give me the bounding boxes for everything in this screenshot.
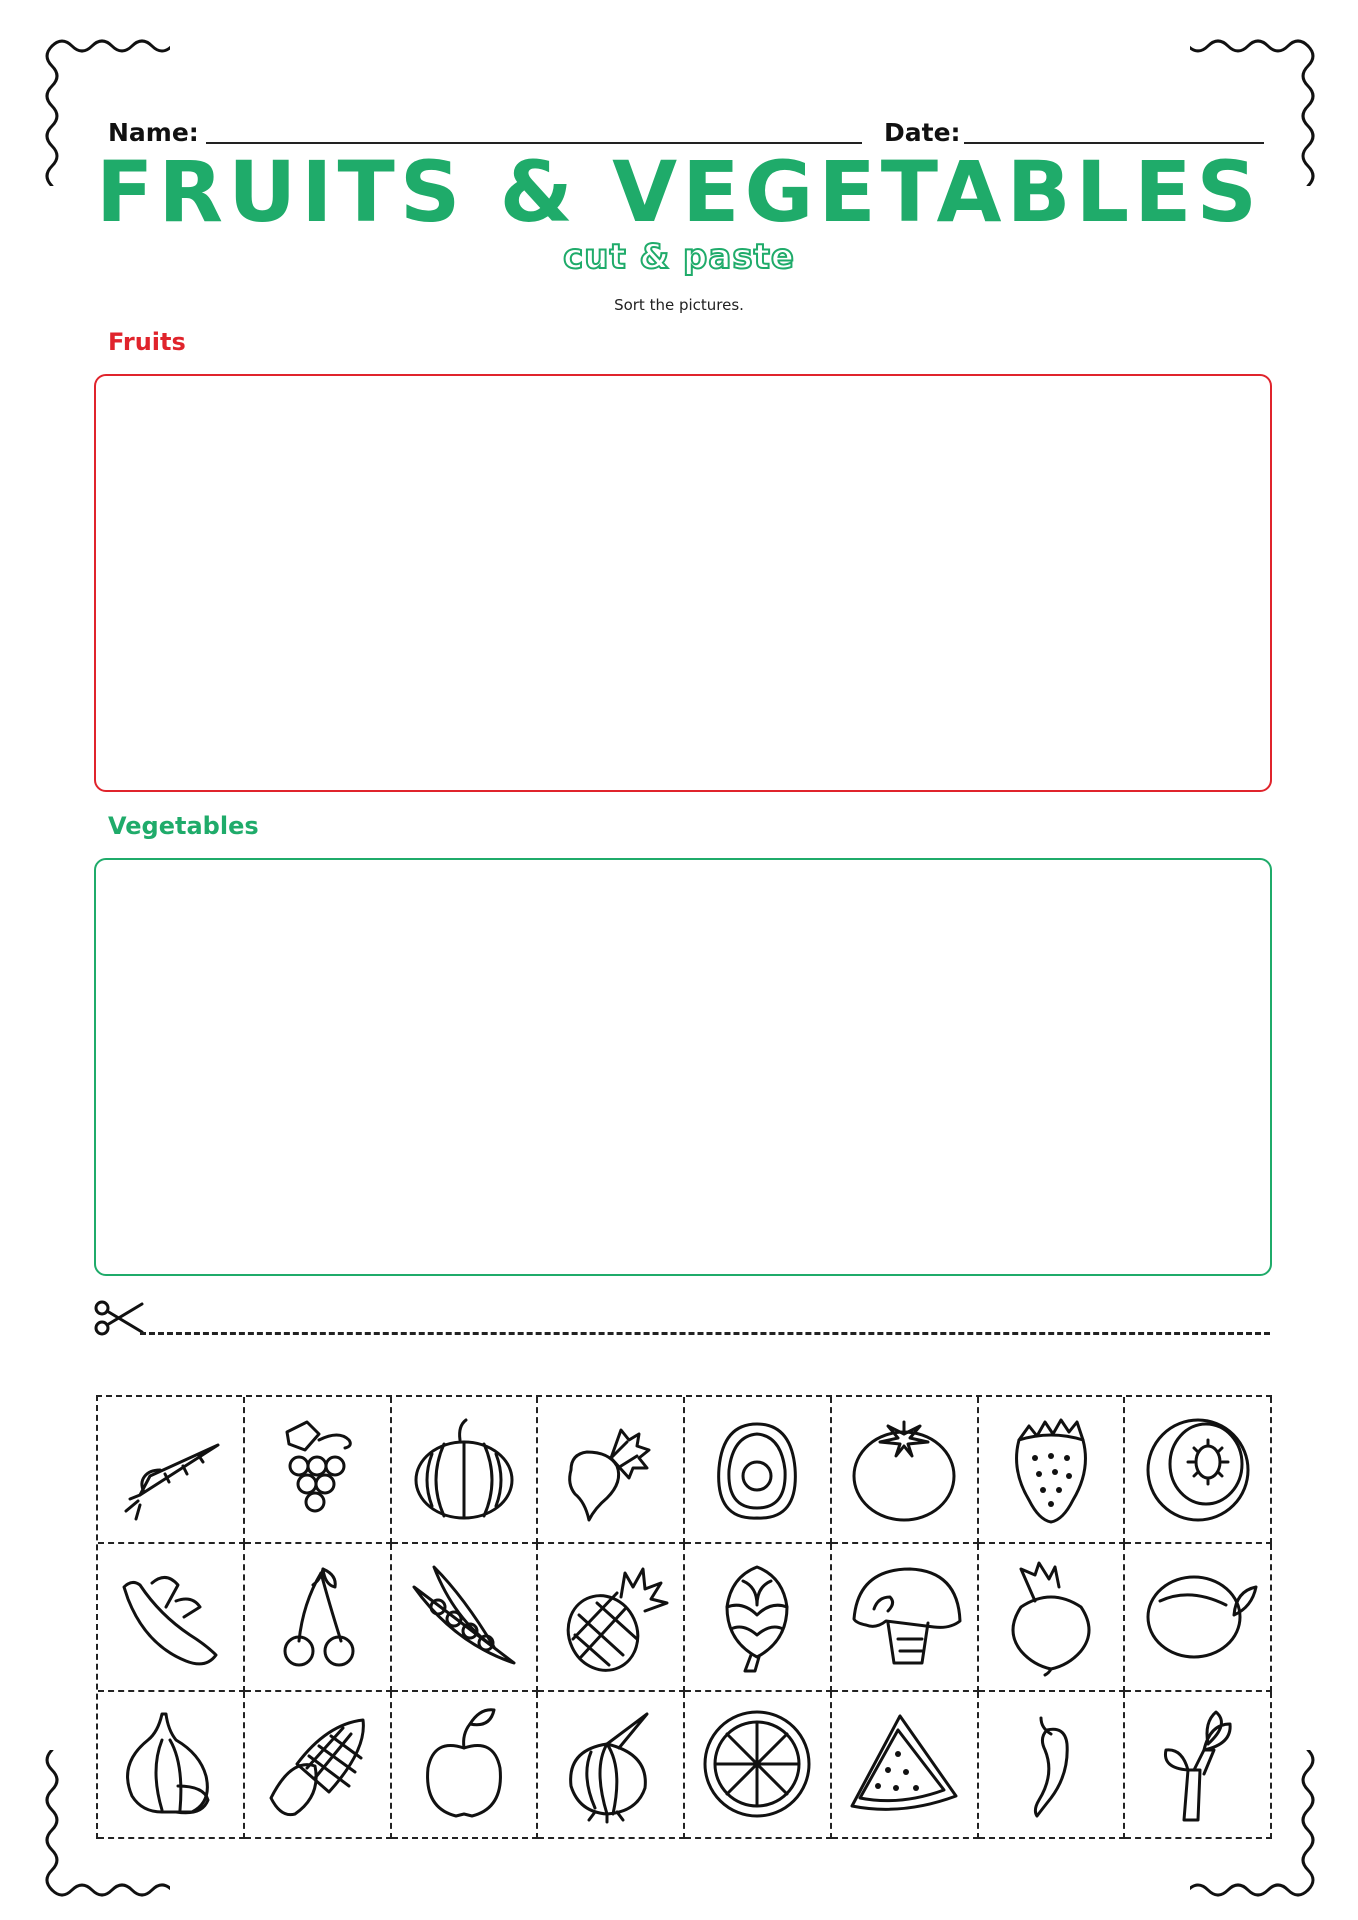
artichoke-icon	[697, 1557, 817, 1677]
cutout-grid	[96, 1395, 1272, 1839]
avocado-icon	[697, 1410, 817, 1530]
cutout-card[interactable]	[685, 1397, 832, 1544]
plum-icon	[1138, 1557, 1258, 1677]
page-title: FRUITS & VEGETABLES	[96, 143, 1262, 241]
cutout-card[interactable]	[245, 1692, 392, 1839]
cutout-card[interactable]	[98, 1544, 245, 1691]
chili-pepper-icon	[991, 1704, 1111, 1824]
apple-icon	[404, 1704, 524, 1824]
page-subtitle: cut & paste	[563, 237, 795, 277]
turnip-icon	[551, 1410, 671, 1530]
cutout-card[interactable]	[245, 1397, 392, 1544]
beet-icon	[991, 1557, 1111, 1677]
garlic-icon	[110, 1704, 230, 1824]
cutout-card[interactable]	[832, 1397, 979, 1544]
vegetables-drop-area[interactable]	[94, 858, 1272, 1276]
fruits-label: Fruits	[108, 328, 186, 356]
orange-slice-icon	[697, 1704, 817, 1824]
carrot-icon	[110, 1410, 230, 1530]
cutout-card[interactable]	[538, 1544, 685, 1691]
cherries-icon	[257, 1557, 377, 1677]
name-label: Name:	[108, 118, 199, 147]
pumpkin-icon	[404, 1410, 524, 1530]
pea-pod-icon	[404, 1557, 524, 1677]
instruction-text: Sort the pictures.	[614, 296, 744, 314]
corn-icon	[257, 1704, 377, 1824]
pineapple-icon	[551, 1557, 671, 1677]
fruits-drop-area[interactable]	[94, 374, 1272, 792]
scissors-icon	[92, 1296, 148, 1342]
cutout-card[interactable]	[538, 1692, 685, 1839]
strawberry-icon	[991, 1410, 1111, 1530]
cutout-card[interactable]	[392, 1692, 539, 1839]
cut-line	[140, 1332, 1270, 1335]
cutout-card[interactable]	[392, 1397, 539, 1544]
cutout-card[interactable]	[685, 1692, 832, 1839]
cutout-card[interactable]	[392, 1544, 539, 1691]
cutout-card[interactable]	[1125, 1544, 1272, 1691]
cutout-card[interactable]	[245, 1544, 392, 1691]
grapes-icon	[257, 1410, 377, 1530]
date-label: Date:	[884, 118, 961, 147]
cutout-card[interactable]	[832, 1544, 979, 1691]
cutout-card[interactable]	[1125, 1692, 1272, 1839]
onion-icon	[551, 1704, 671, 1824]
cutout-card[interactable]	[98, 1692, 245, 1839]
cutout-card[interactable]	[1125, 1397, 1272, 1544]
watermelon-icon	[844, 1704, 964, 1824]
cutout-card[interactable]	[979, 1397, 1126, 1544]
celery-icon	[1138, 1704, 1258, 1824]
tomato-icon	[844, 1410, 964, 1530]
cutout-card[interactable]	[979, 1692, 1126, 1839]
cutout-card[interactable]	[98, 1397, 245, 1544]
kiwi-icon	[1138, 1410, 1258, 1530]
cutout-card[interactable]	[538, 1397, 685, 1544]
cutout-card[interactable]	[979, 1544, 1126, 1691]
banana-icon	[110, 1557, 230, 1677]
vegetables-label: Vegetables	[108, 812, 259, 840]
cutout-card[interactable]	[685, 1544, 832, 1691]
cutout-card[interactable]	[832, 1692, 979, 1839]
mushroom-icon	[844, 1557, 964, 1677]
